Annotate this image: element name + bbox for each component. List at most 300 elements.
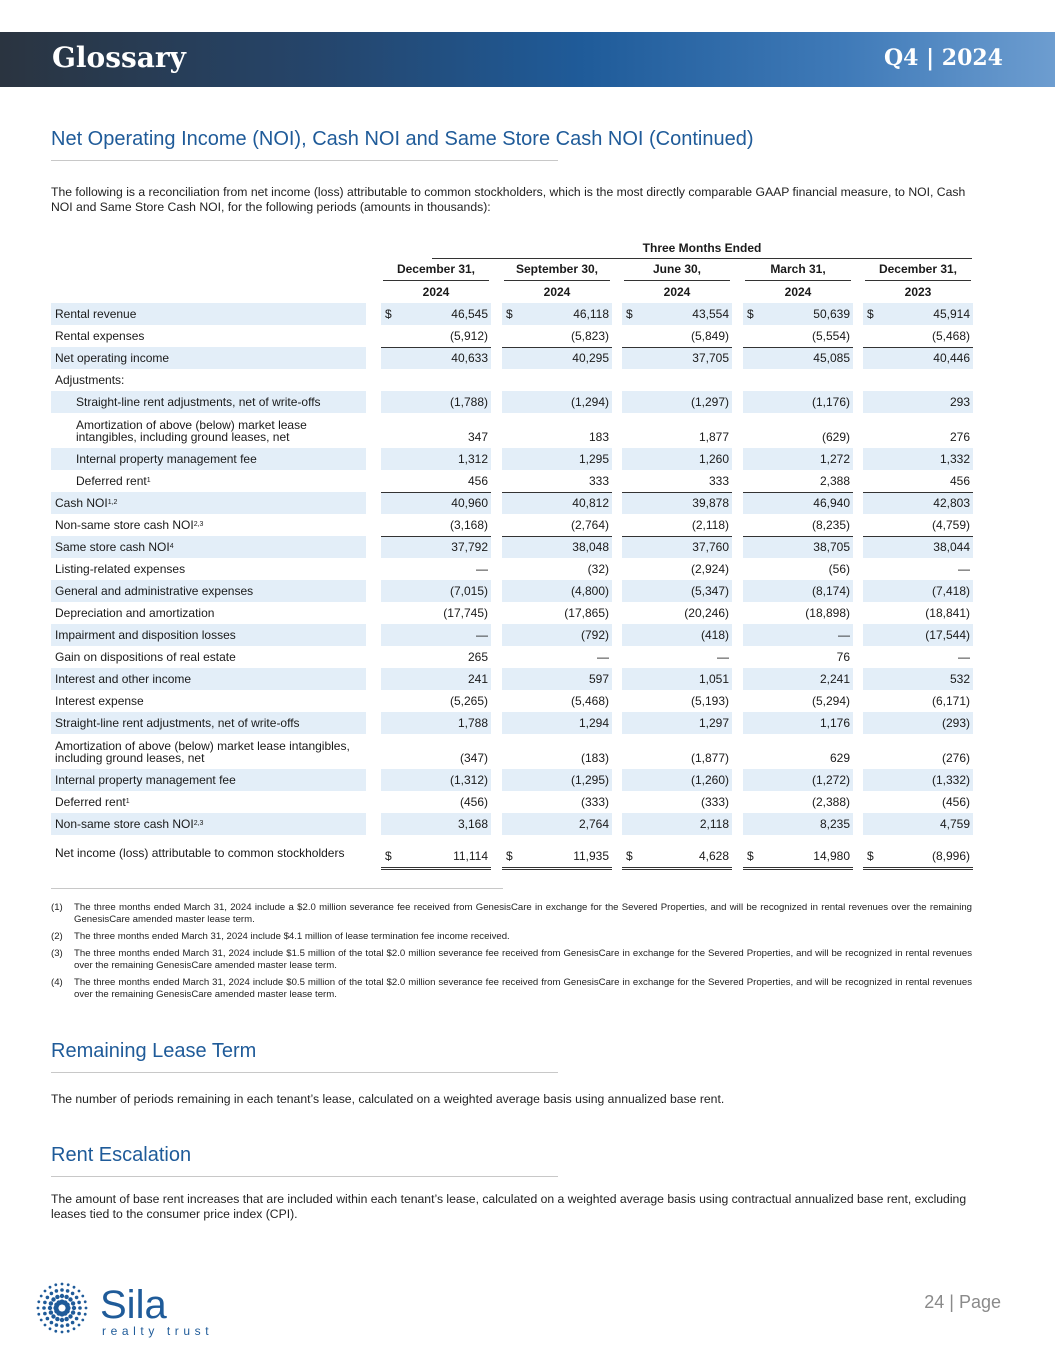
currency-symbol: $	[626, 849, 633, 863]
column-header	[502, 258, 612, 303]
table-cell	[863, 536, 973, 558]
cell-value: 1,312	[457, 452, 488, 466]
row-label-text: Straight-line rent adjustments, net of write-offs	[55, 716, 300, 730]
table-cell	[502, 413, 612, 448]
logo-dot	[55, 1289, 59, 1293]
row-label-text: Deferred rent	[55, 795, 126, 809]
table-row	[51, 347, 972, 369]
cell-value: (276)	[941, 751, 970, 765]
logo-dot	[61, 1283, 64, 1286]
logo-dot	[71, 1321, 75, 1325]
cell-value: 40,812	[572, 496, 609, 510]
page-number: 24 | Page	[924, 1292, 1001, 1312]
footnote-text: The three months ended March 31, 2024 include $1.5 million of the total $2.0 million severance fee received from GenesisCare in exchange for the Severed Properties, and will be recognized in rental revenues over the remaining GenesisCare amended master lease term.	[74, 948, 972, 971]
logo-dot	[75, 1296, 79, 1300]
table-header	[51, 237, 972, 303]
cell-value: 8,235	[819, 817, 850, 831]
row-label-text: Gain on dispositions of real estate	[55, 650, 236, 664]
row-label	[51, 391, 366, 413]
table-cell	[622, 646, 732, 668]
column-header-line2: 2024	[784, 285, 812, 299]
logo-dot	[81, 1319, 84, 1322]
row-label-text: Depreciation and amortization	[55, 606, 215, 620]
table-row	[51, 769, 972, 791]
table-cell	[502, 347, 612, 369]
noi-heading: Net Operating Income (NOI), Cash NOI and Same Store Cash NOI (Continued)	[51, 128, 754, 150]
logo-dot	[42, 1306, 46, 1310]
cell-value: 76	[836, 650, 850, 664]
table-cell	[622, 769, 732, 791]
cell-value: 45,914	[933, 307, 970, 321]
logo-wordmark: Sila	[100, 1283, 167, 1327]
cell-value: 1,294	[578, 716, 609, 730]
logo-dot	[84, 1313, 87, 1316]
logo-dot	[37, 1307, 40, 1310]
cell-value: (2,118)	[691, 518, 729, 532]
cell-value: —	[838, 628, 850, 642]
table-cell	[743, 668, 853, 690]
table-cell	[863, 813, 973, 835]
table-row	[51, 791, 972, 813]
cell-value: 46,118	[573, 307, 609, 321]
cell-value: 38,048	[572, 540, 609, 554]
cell-value: 293	[949, 395, 970, 409]
table-cell	[622, 580, 732, 602]
table-cell	[381, 668, 491, 690]
logo-dot	[49, 1327, 52, 1330]
table-cell	[381, 602, 491, 624]
table-row	[51, 470, 972, 492]
row-label-text: Straight-line rent adjustments, net of write-offs	[76, 395, 321, 409]
footnote-text: The three months ended March 31, 2024 include $4.1 million of lease termination fee income received.	[74, 931, 510, 942]
row-label-text: Amortization of above (below) market lease intangibles, including ground leases, net	[55, 738, 350, 765]
cell-value: (1,176)	[811, 395, 850, 409]
logo-dot	[50, 1321, 54, 1325]
cell-value: (1,312)	[449, 773, 488, 787]
cell-value: 11,114	[453, 849, 488, 863]
logo-dot	[71, 1301, 75, 1305]
cell-value: 46,940	[813, 496, 850, 510]
table-cell	[381, 712, 491, 734]
cell-value: 38,044	[933, 540, 970, 554]
cell-value: (293)	[941, 716, 970, 730]
table-cell	[381, 303, 491, 325]
cell-value: 3,168	[457, 817, 488, 831]
cell-value: 597	[588, 672, 609, 686]
cell-value: (4,759)	[931, 518, 970, 532]
cell-value: 40,446	[933, 351, 970, 365]
table-row	[51, 580, 972, 602]
table-cell	[502, 558, 612, 580]
cell-value: (2,388)	[811, 795, 850, 809]
column-header-line1: December 31,	[396, 262, 476, 276]
table-cell	[622, 690, 732, 712]
cell-value: (4,800)	[570, 584, 609, 598]
logo-dot	[67, 1330, 70, 1333]
row-label	[51, 646, 366, 668]
noi-reconciliation-table	[51, 237, 972, 870]
currency-symbol: $	[506, 849, 513, 863]
row-label: Same store cash NOI 4	[51, 536, 366, 558]
row-label	[51, 769, 366, 791]
row-label-text: Non-same store cash NOI	[55, 518, 194, 532]
table-cell	[743, 448, 853, 470]
table-cell	[381, 690, 491, 712]
logo-dot	[60, 1318, 64, 1322]
row-label: Deferred rent 1	[76, 474, 151, 488]
table-row	[51, 391, 972, 413]
cell-value: (3,168)	[449, 518, 488, 532]
logo-dot	[73, 1286, 76, 1289]
footnote	[51, 977, 972, 1001]
footnote	[51, 902, 972, 926]
row-label	[51, 580, 366, 602]
table-cell	[743, 734, 853, 769]
cell-value: (17,745)	[443, 606, 488, 620]
logo-dot	[85, 1307, 88, 1310]
column-header	[381, 258, 491, 303]
cell-value: (8,235)	[811, 518, 850, 532]
table-row	[51, 668, 972, 690]
table-cell	[743, 646, 853, 668]
cell-value: (1,260)	[690, 773, 729, 787]
logo-dot	[44, 1290, 47, 1293]
table-cell	[622, 514, 732, 536]
table-row	[51, 369, 972, 391]
cell-value: 1,272	[819, 452, 850, 466]
logo-dot	[37, 1300, 40, 1303]
logo-dot	[60, 1324, 64, 1328]
cell-value: —	[476, 562, 488, 576]
table-cell	[863, 624, 973, 646]
table-cell	[502, 769, 612, 791]
table-cell	[381, 580, 491, 602]
logo-dot	[68, 1314, 72, 1318]
table-cell	[381, 391, 491, 413]
cell-value: 347	[467, 430, 488, 444]
table-cell	[622, 813, 732, 835]
row-label-text: Deferred rent	[76, 474, 147, 488]
cell-value: (333)	[700, 795, 729, 809]
column-header	[863, 258, 973, 303]
logo-dot	[49, 1310, 53, 1314]
table-cell	[863, 391, 973, 413]
logo-dot	[77, 1312, 81, 1316]
table-row	[51, 624, 972, 646]
table-cell	[381, 813, 491, 835]
cell-value: 456	[467, 474, 488, 488]
cell-value: (32)	[587, 562, 609, 576]
row-label-text: Cash NOI	[55, 496, 108, 510]
cell-value: (1,294)	[570, 395, 609, 409]
table-cell	[863, 668, 973, 690]
row-label: Non-same store cash NOI 2,3	[51, 813, 366, 835]
cell-value: (1,877)	[690, 751, 729, 765]
table-row	[51, 413, 972, 448]
cell-value: 43,554	[692, 307, 729, 321]
row-label	[51, 668, 366, 690]
cell-value: (5,554)	[811, 329, 850, 343]
table-cell	[743, 791, 853, 813]
cell-value: 456	[949, 474, 970, 488]
logo-dot	[46, 1296, 50, 1300]
group-header: Three Months Ended	[642, 241, 762, 255]
table-cell	[863, 835, 973, 870]
table-cell	[743, 602, 853, 624]
cell-value: 1,051	[698, 672, 729, 686]
table-cell	[863, 325, 973, 347]
currency-symbol: $	[747, 849, 754, 863]
table-cell	[622, 448, 732, 470]
table-cell	[863, 791, 973, 813]
table-cell	[622, 558, 732, 580]
logo-dot	[54, 1330, 57, 1333]
table-cell	[863, 470, 973, 492]
cell-value: (5,193)	[690, 694, 729, 708]
row-label-text: Non-same store cash NOI	[55, 817, 194, 831]
table-row	[51, 690, 972, 712]
logo-dot	[66, 1289, 70, 1293]
table-cell	[863, 602, 973, 624]
table-cell	[863, 303, 973, 325]
table-cell	[622, 303, 732, 325]
table-cell	[622, 734, 732, 769]
table-cell	[622, 602, 732, 624]
cell-value: 45,085	[813, 351, 850, 365]
row-label	[51, 602, 366, 624]
table-row	[51, 646, 972, 668]
logo-subtitle: realty trust	[102, 1324, 212, 1338]
logo-dot	[68, 1297, 72, 1301]
table-cell	[863, 514, 973, 536]
sila-logo	[32, 1278, 212, 1340]
row-label-text: Rental revenue	[55, 307, 137, 321]
row-label	[51, 413, 366, 448]
table-cell	[743, 413, 853, 448]
table-row	[51, 734, 972, 769]
logo-dot	[75, 1317, 79, 1321]
table-cell	[743, 391, 853, 413]
cell-value: (18,841)	[925, 606, 970, 620]
table-cell	[743, 347, 853, 369]
column-header-line2: 2024	[422, 285, 450, 299]
table-cell	[502, 492, 612, 514]
cell-value: —	[597, 650, 609, 664]
row-label	[51, 558, 366, 580]
table-cell	[743, 813, 853, 835]
table-cell	[502, 734, 612, 769]
cell-value: 40,295	[572, 351, 609, 365]
cell-value: (5,347)	[690, 584, 729, 598]
cell-value: —	[958, 562, 970, 576]
cell-value: 39,878	[692, 496, 729, 510]
cell-value: 37,792	[451, 540, 488, 554]
table-cell	[743, 624, 853, 646]
table-row	[51, 835, 972, 870]
cell-value: (418)	[700, 628, 729, 642]
row-label-text: Net operating income	[55, 351, 170, 365]
row-label: Deferred rent 1	[55, 795, 130, 809]
table-cell	[622, 492, 732, 514]
column-header	[622, 258, 732, 303]
table-cell	[502, 602, 612, 624]
table-cell	[502, 448, 612, 470]
logo-dot	[64, 1317, 68, 1321]
table-cell	[502, 813, 612, 835]
table-cell	[381, 448, 491, 470]
currency-symbol: $	[867, 849, 874, 863]
table-cell	[381, 734, 491, 769]
currency-symbol: $	[385, 307, 392, 321]
logo-dot	[50, 1292, 54, 1296]
rent-heading-rule	[51, 1176, 558, 1177]
table-cell	[863, 690, 973, 712]
row-label	[51, 690, 366, 712]
table-cell	[622, 791, 732, 813]
cell-value: (6,171)	[931, 694, 970, 708]
table-cell	[863, 769, 973, 791]
currency-symbol: $	[506, 307, 513, 321]
cell-value: 1,260	[698, 452, 729, 466]
row-label	[51, 624, 366, 646]
cell-value: 276	[949, 430, 970, 444]
table-cell	[502, 791, 612, 813]
row-label-text: Interest expense	[55, 694, 144, 708]
row-label	[51, 734, 366, 769]
logo-dot	[64, 1295, 68, 1299]
table-row	[51, 492, 972, 514]
logo-dot	[71, 1310, 75, 1314]
cell-value: (2,924)	[690, 562, 729, 576]
table-cell	[863, 734, 973, 769]
row-label: Non-same store cash NOI 2,3	[55, 518, 204, 532]
lease-heading-rule	[51, 1072, 558, 1073]
table-cell	[622, 470, 732, 492]
logo-dot	[78, 1324, 81, 1327]
row-label-text: Internal property management fee	[55, 773, 236, 787]
table-row	[51, 813, 972, 835]
logo-dot	[61, 1331, 64, 1334]
table-cell	[863, 448, 973, 470]
cell-value: —	[476, 628, 488, 642]
cell-value: 1,295	[578, 452, 609, 466]
row-label	[51, 347, 366, 369]
footnote-number: (1)	[51, 902, 63, 913]
cell-value: 333	[708, 474, 729, 488]
logo-dot	[55, 1323, 59, 1327]
table-cell	[381, 791, 491, 813]
cell-value: (7,418)	[931, 584, 970, 598]
table-cell	[622, 325, 732, 347]
logo-dot	[37, 1313, 40, 1316]
logo-dot	[40, 1319, 43, 1322]
logo-dot	[78, 1306, 82, 1310]
table-cell	[381, 514, 491, 536]
table-cell	[502, 470, 612, 492]
cell-value: (5,849)	[690, 329, 729, 343]
table-cell	[381, 347, 491, 369]
logo-dot	[84, 1300, 87, 1303]
row-label-text: General and administrative expenses	[55, 584, 254, 598]
cell-value: (347)	[459, 751, 488, 765]
row-label: Cash NOI 1,2	[51, 492, 366, 514]
table-cell	[743, 514, 853, 536]
footnote-number: (2)	[51, 931, 63, 942]
logo-dot	[46, 1317, 50, 1321]
cell-value: (5,468)	[931, 329, 970, 343]
table-cell	[743, 769, 853, 791]
table-cell	[622, 347, 732, 369]
table-cell	[502, 624, 612, 646]
table-cell	[622, 413, 732, 448]
logo-dot	[78, 1290, 81, 1293]
column-header-line1: June 30,	[652, 262, 702, 276]
logo-dot	[60, 1294, 64, 1298]
cell-value: 4,628	[698, 849, 729, 863]
column-header-line2: 2024	[663, 285, 691, 299]
cell-value: 1,176	[819, 716, 850, 730]
table-cell	[863, 580, 973, 602]
logo-dot	[40, 1295, 43, 1298]
cell-value: (2,764)	[570, 518, 609, 532]
cell-value: 1,332	[939, 452, 970, 466]
cell-value: (456)	[941, 795, 970, 809]
row-label-text: Amortization of above (below) market lease intangibles, including ground leases, net	[76, 417, 307, 444]
cell-value: —	[717, 650, 729, 664]
table-cell	[622, 624, 732, 646]
table-cell	[743, 558, 853, 580]
table-row	[51, 712, 972, 734]
footnote-text: The three months ended March 31, 2024 include a $2.0 million severance fee received from GenesisCare in exchange for the Severed Properties, and will be recognized in rental revenues over the remaining GenesisCare amended master lease term.	[74, 902, 972, 925]
cell-value: (5,265)	[449, 694, 488, 708]
page-title: Glossary	[52, 41, 186, 74]
footnote	[51, 931, 972, 943]
table-cell	[381, 413, 491, 448]
row-label	[51, 303, 366, 325]
cell-value: (17,544)	[925, 628, 970, 642]
cell-value: (18,898)	[805, 606, 850, 620]
table-cell	[622, 391, 732, 413]
cell-value: (1,297)	[690, 395, 729, 409]
table-cell	[381, 470, 491, 492]
table-row	[51, 558, 972, 580]
table-cell	[381, 835, 491, 870]
table-row	[51, 514, 972, 536]
logo-dot	[73, 1327, 76, 1330]
table-cell	[502, 325, 612, 347]
cell-value: (629)	[821, 430, 850, 444]
cell-value: 2,118	[699, 817, 729, 831]
logo-dot	[49, 1301, 53, 1305]
footnote	[51, 948, 972, 972]
table-cell	[381, 536, 491, 558]
footnote-number: (4)	[51, 977, 63, 988]
logo-dot	[48, 1306, 52, 1310]
logo-dot	[66, 1323, 70, 1327]
cell-value: 1,788	[457, 716, 488, 730]
table-row	[51, 303, 972, 325]
cell-value: 37,705	[692, 351, 729, 365]
cell-value: (5,912)	[449, 329, 488, 343]
logo-dot	[77, 1301, 81, 1305]
row-label	[51, 325, 366, 347]
table-cell	[863, 558, 973, 580]
logo-dot	[72, 1306, 76, 1310]
cell-value: (5,468)	[570, 694, 609, 708]
rent-text: The amount of base rent increases that are included within each tenant’s lease, calculated on a weighted average basis using contractual annualized base rent, excluding leases tied to the consumer price index (CPI).	[51, 1192, 967, 1221]
cell-value: 2,388	[819, 474, 850, 488]
table-cell	[622, 712, 732, 734]
